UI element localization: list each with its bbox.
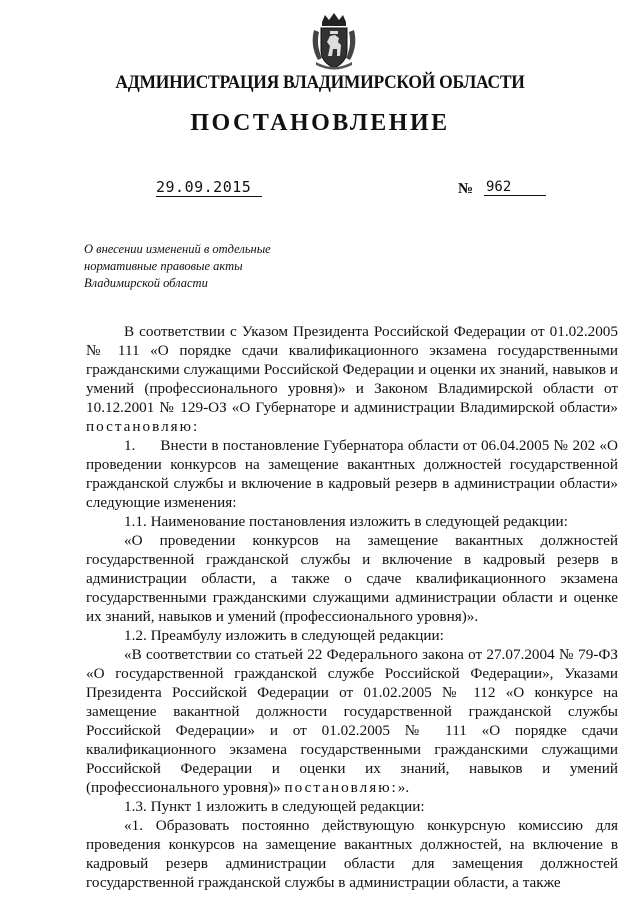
clause-1-1: 1.1. Наименование постановления изложить в следующей редакции: (124, 513, 568, 530)
document-body (86, 322, 618, 892)
clause-1: 1. Внести в постановление Губернатора области от 06.04.2005 № 202 «О проведении конкурсов на замещение вакантных должностей государственной гражданской службы и включение в кадровый резерв в администрации области» следующие изменения: (86, 437, 618, 511)
preamble-paragraph (86, 322, 618, 436)
clause-1-3-text: «1. Образовать постоянно действующую конкурсную комиссию для проведения конкурсов на замещение вакантных должностей, на включение в кадровый резерв администрации области для замещения должностей государственной гражданской службы в администрации области, а также (86, 817, 618, 891)
resolve-phrase: постановляю: (86, 418, 200, 435)
resolve-phrase: постановляю: (284, 779, 398, 796)
clause-1-3: 1.3. Пункт 1 изложить в следующей редакции: (124, 798, 425, 815)
clause-1-2-text (86, 645, 618, 797)
document-type: ПОСТАНОВЛЕНИЕ (190, 110, 450, 136)
subject-line: О внесении изменений в отдельные (84, 242, 271, 256)
document-date: 29.09.2015 (156, 178, 262, 197)
clause-1-1-text: «О проведении конкурсов на замещение вакантных должностей государственной гражданской службы и включение в кадровый резерв в администрации области, а также о сдаче квалификационного экзамена государственными гражданскими служащими администрации области и оценке их знаний, навыков и умений (профессионального уровня)». (86, 532, 618, 625)
subject-line: нормативные правовые акты (84, 259, 243, 273)
coat-of-arms-icon (308, 12, 360, 72)
clause-1-2: 1.2. Преамбулу изложить в следующей редакции: (124, 627, 444, 644)
clause-1-2-body: «В соответствии со статьей 22 Федерального закона от 27.07.2004 № 79-ФЗ «О государственной гражданской службе Российской Федерации», Указами Президента Российской Федерации от 01.02.2005 № 112 «О конкурсе на замещение вакантной должности государственной гражданской службы Российской Федерации» и от 01.02.2005 № 111 «О порядке сдачи квалификационного экзамена государственными гражданскими служащими Российской Федерации и оценки их знаний, навыков и умений (профессионального уровня)» (86, 646, 618, 796)
document-number-label: № (458, 181, 474, 197)
quote-end: ». (397, 779, 410, 796)
document-subject (84, 241, 314, 292)
organization-name: АДМИНИСТРАЦИЯ ВЛАДИМИРСКОЙ ОБЛАСТИ (115, 72, 525, 93)
document-number: 962 (484, 179, 546, 196)
preamble-text: В соответствии с Указом Президента Российской Федерации от 01.02.2005 № 111 «О порядке сдачи квалификационного экзамена государственными гражданскими служащими Российской Федерации и оценки их знаний, навыков и умений (профессионального уровня)» и Законом Владимирской области от 10.12.2001 № 129-ОЗ «О Губернаторе и администрации Владимирской области» (86, 323, 618, 416)
subject-line: Владимирской области (84, 276, 208, 290)
